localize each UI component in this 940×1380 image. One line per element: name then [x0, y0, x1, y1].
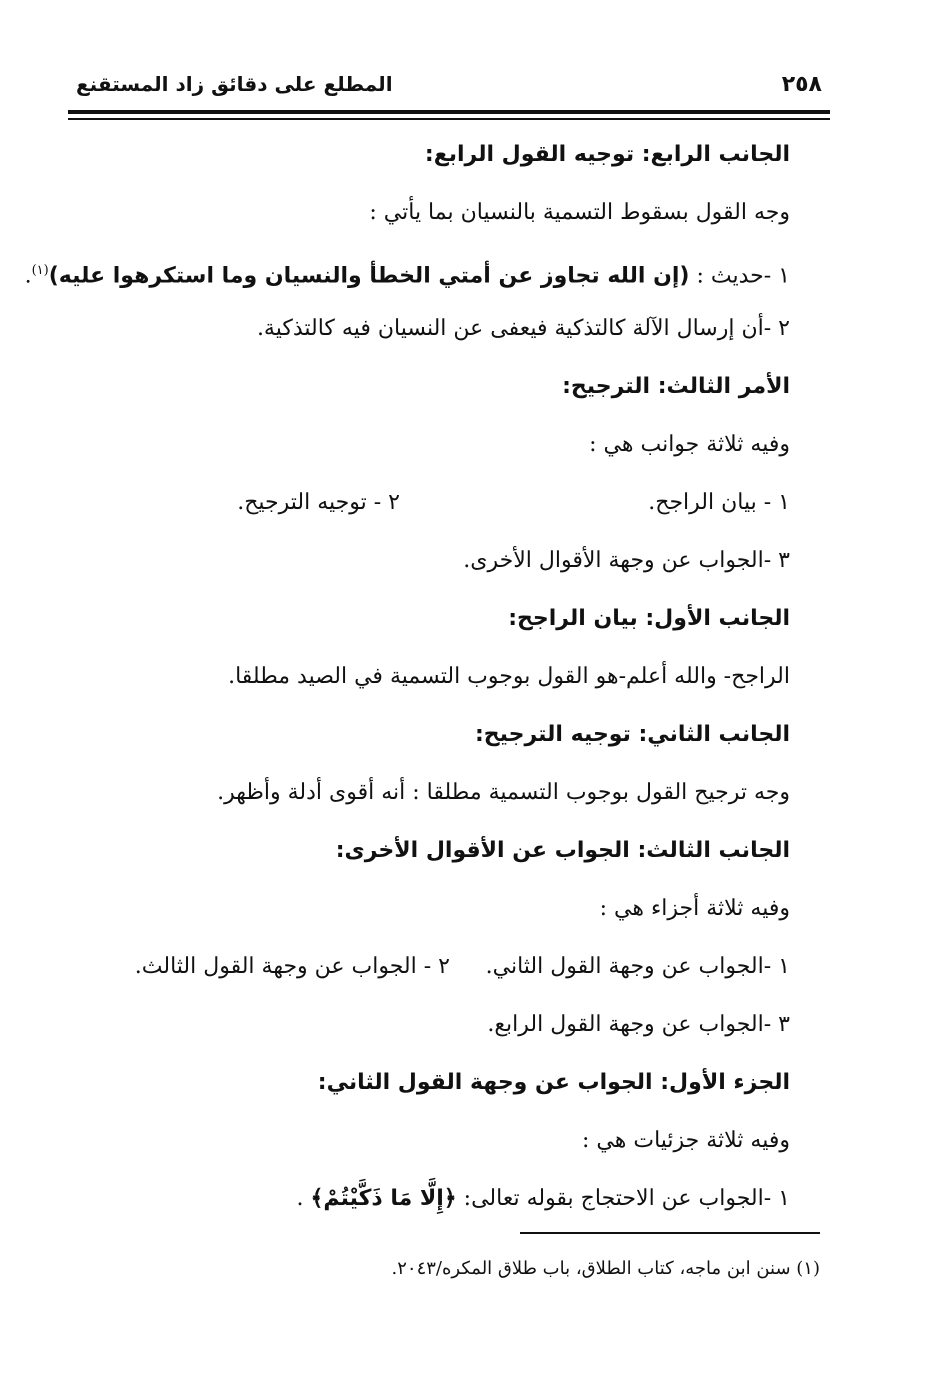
paragraph-line: وجه القول بسقوط التسمية بالنسيان بما يأتي : — [369, 200, 790, 225]
hadith-text: (إن الله تجاوز عن أمتي الخطأ والنسيان وما استكرهوا عليه) — [48, 263, 690, 289]
header-rule-thick — [68, 110, 830, 114]
paragraph-line: ٣ -الجواب عن وجهة القول الرابع. — [487, 1012, 790, 1037]
list-item: ١ -الجواب عن وجهة القول الثاني. — [485, 954, 790, 979]
list-item: ٢ - الجواب عن وجهة القول الثالث. — [134, 954, 450, 979]
heading-second-aspect: الجانب الثاني: توجيه الترجيح: — [475, 722, 790, 747]
paragraph-line: وفيه ثلاثة أجزاء هي : — [599, 896, 790, 921]
footnote: (١) سنن ابن ماجه، كتاب الطلاق، باب طلاق المكره/٢٠٤٣. — [391, 1258, 820, 1279]
hadith-suffix: . — [24, 263, 32, 289]
two-column-list — [70, 488, 790, 546]
list-item: ٢ - توجيه الترجيح. — [237, 490, 400, 515]
page-number: ٢٥٨ — [781, 72, 822, 97]
citation-suffix: . — [296, 1186, 311, 1211]
two-column-list — [70, 952, 790, 1010]
header-rule-thin — [68, 118, 830, 120]
heading-fourth-aspect: الجانب الرابع: توجيه القول الرابع: — [424, 142, 790, 167]
citation-prefix: ١ -الجواب عن الاحتجاج بقوله تعالى: — [456, 1186, 790, 1211]
hadith-prefix: ١ -حديث : — [689, 263, 790, 289]
footnote-separator — [520, 1232, 820, 1234]
running-title: المطلع على دقائق زاد المستقنع — [76, 72, 393, 96]
heading-third-aspect: الجانب الثالث: الجواب عن الأقوال الأخرى: — [335, 838, 790, 863]
page-body — [24, 140, 790, 1242]
heading-first-aspect: الجانب الأول: بيان الراجح: — [508, 606, 790, 631]
page-header — [68, 66, 830, 106]
paragraph-line: ٢ -أن إرسال الآلة كالتذكية فيعفى عن النسيان فيه كالتذكية. — [256, 316, 790, 341]
list-item: ١ - بيان الراجح. — [648, 490, 790, 515]
paragraph-line: ٣ -الجواب عن وجهة الأقوال الأخرى. — [463, 548, 790, 573]
paragraph-line: وجه ترجيح القول بوجوب التسمية مطلقا : أنه أقوى أدلة وأظهر. — [217, 780, 790, 805]
heading-first-part: الجزء الأول: الجواب عن وجهة القول الثاني: — [317, 1070, 790, 1095]
heading-third-matter: الأمر الثالث: الترجيح: — [562, 374, 790, 399]
footnote-marker: (١) — [31, 263, 49, 278]
hadith-line — [24, 256, 790, 314]
quran-verse: ﴿إِلَّا مَا ذَكَّيْتُمْ﴾ — [310, 1186, 457, 1211]
paragraph-line: وفيه ثلاثة جوانب هي : — [589, 432, 790, 457]
paragraph-line: وفيه ثلاثة جزئيات هي : — [582, 1128, 790, 1153]
paragraph-line: الراجح- والله أعلم-هو القول بوجوب التسمية في الصيد مطلقا. — [228, 664, 790, 689]
